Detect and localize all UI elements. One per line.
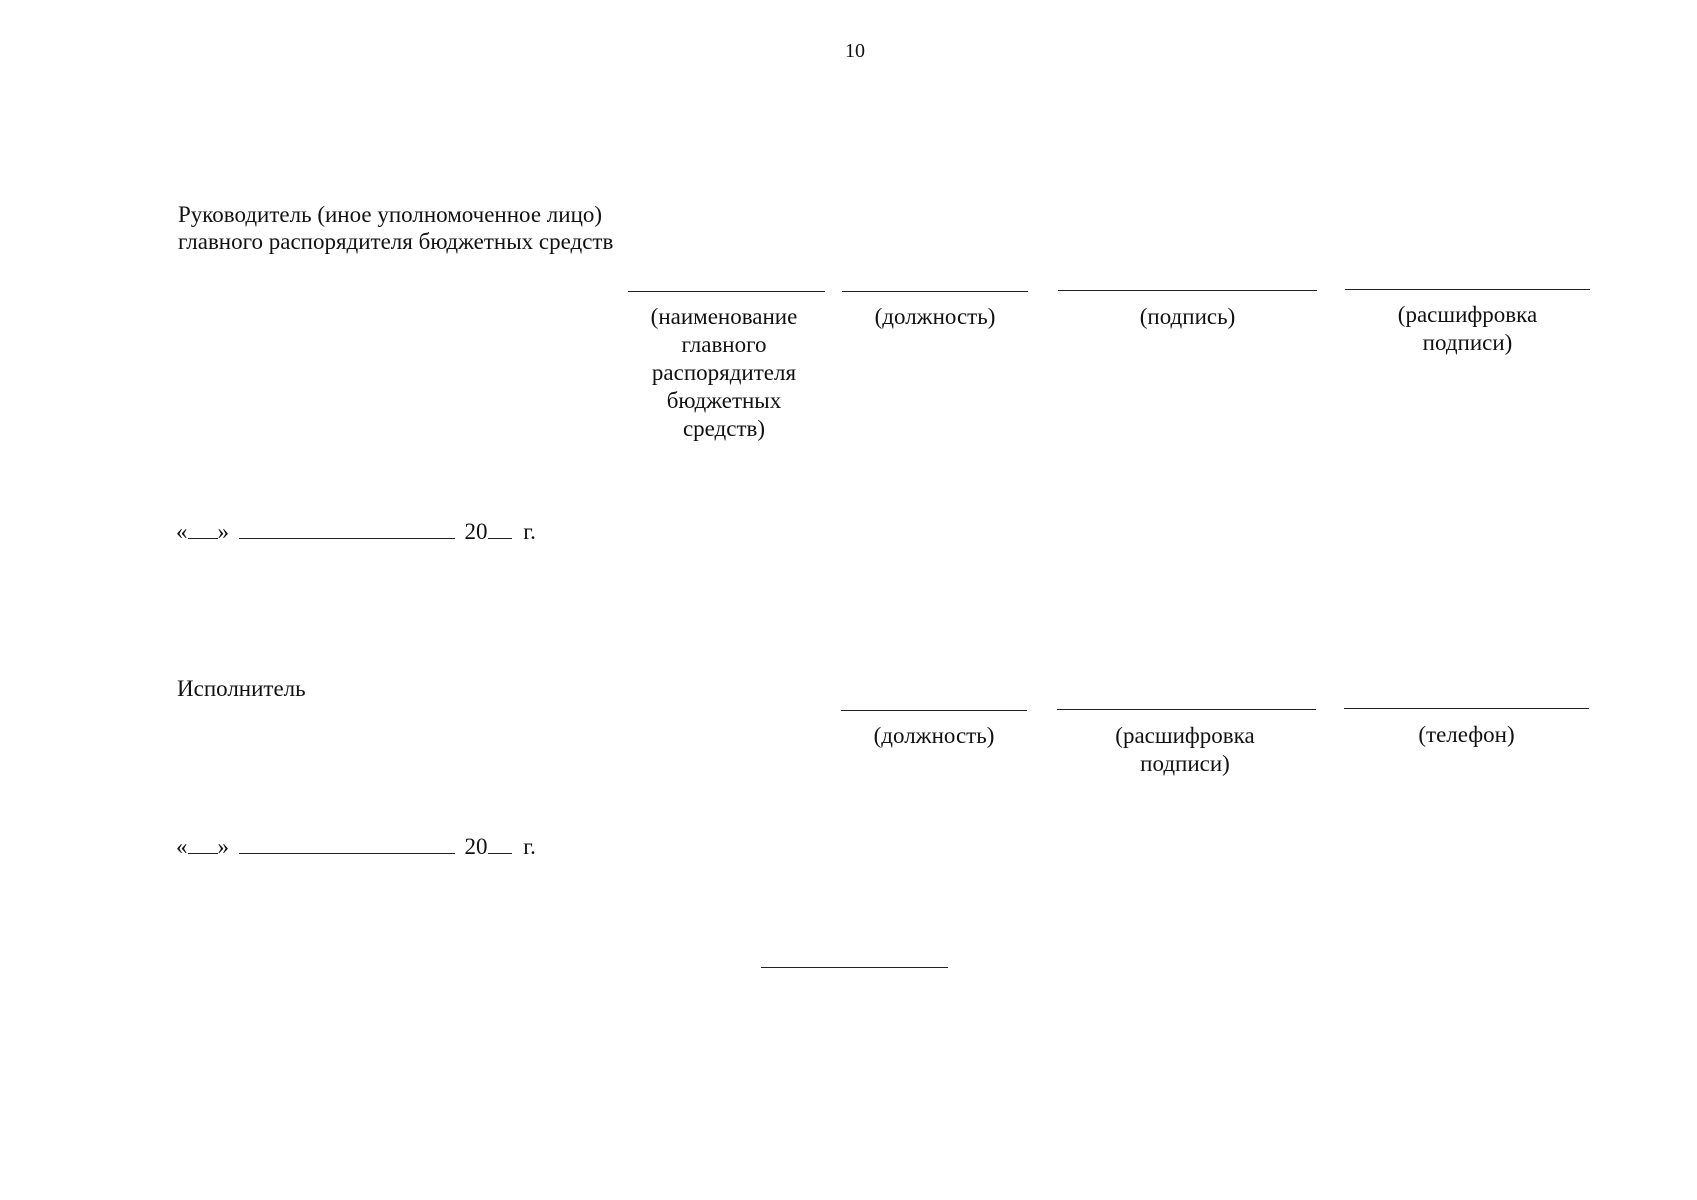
day-blank[interactable] <box>188 835 218 854</box>
year-prefix: 20 <box>464 519 488 544</box>
open-quote: « <box>176 519 188 544</box>
year-suffix: г. <box>523 519 536 544</box>
month-blank[interactable] <box>239 835 455 854</box>
close-quote: » <box>217 519 229 544</box>
executor-phone-line[interactable] <box>1344 708 1589 709</box>
executor-position-caption: (должность) <box>873 723 995 748</box>
day-blank[interactable] <box>188 520 218 539</box>
executor-signature-decode-caption: (расшифровка подписи) <box>1115 723 1255 776</box>
head-position-caption: (должность) <box>874 304 996 329</box>
open-quote: « <box>176 834 188 859</box>
executor-date-line <box>176 833 536 861</box>
executor-title: Исполнитель <box>177 676 306 701</box>
month-blank[interactable] <box>239 520 455 539</box>
org-name-caption: (наименование главного распорядителя бюджетных средств) <box>650 304 798 441</box>
executor-signature-decode-line[interactable] <box>1057 709 1316 710</box>
head-position-line[interactable] <box>842 291 1028 292</box>
end-of-document-rule <box>761 967 948 968</box>
org-name-line[interactable] <box>628 291 825 292</box>
head-signature-decode-line[interactable] <box>1345 289 1590 290</box>
year-blank[interactable] <box>488 835 512 854</box>
year-blank[interactable] <box>488 520 512 539</box>
executor-position-line[interactable] <box>841 710 1027 711</box>
close-quote: » <box>217 834 229 859</box>
head-signature-caption: (подпись) <box>1139 304 1236 329</box>
head-signature-decode-caption: (расшифровка подписи) <box>1397 302 1538 355</box>
page-number: 10 <box>845 40 865 62</box>
head-date-line <box>176 518 536 546</box>
year-prefix: 20 <box>464 834 488 859</box>
head-signature-line[interactable] <box>1058 290 1317 291</box>
year-suffix: г. <box>523 834 536 859</box>
executor-phone-caption: (телефон) <box>1418 722 1515 747</box>
head-title: Руководитель (иное уполномоченное лицо) главного распорядителя бюджетных средств <box>178 202 614 254</box>
